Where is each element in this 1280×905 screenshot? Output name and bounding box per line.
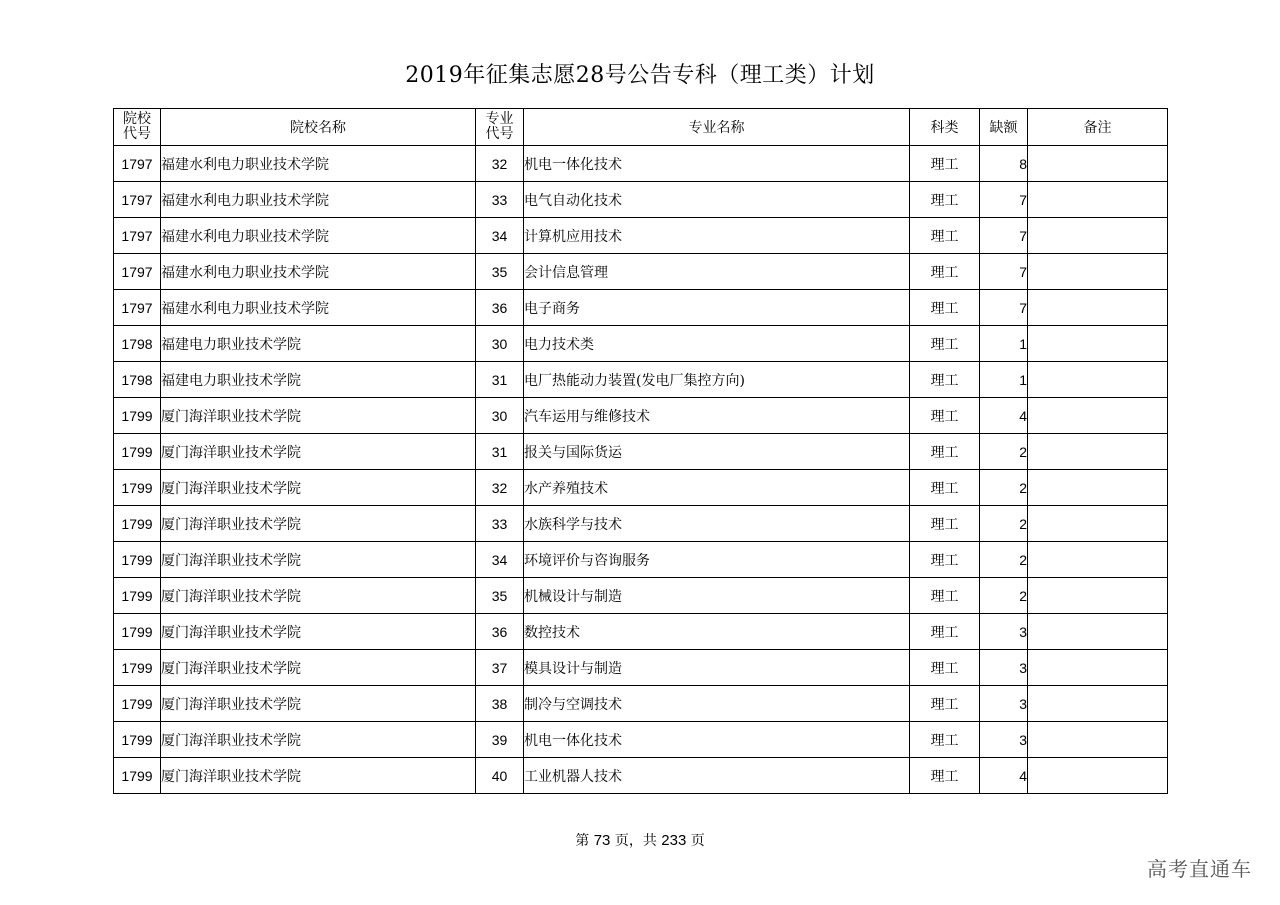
table-row [114, 434, 1168, 470]
cell-vacancies: 2 [980, 506, 1028, 542]
cell-category: 理工 [910, 326, 980, 362]
cell-school-code: 1799 [114, 398, 161, 434]
cell-school-name: 福建水利电力职业技术学院 [161, 218, 476, 254]
cell-school-code: 1799 [114, 758, 161, 794]
document-title: 2019年征集志愿28号公告专科（理工类）计划 [405, 63, 875, 88]
cell-school-name: 厦门海洋职业技术学院 [161, 650, 476, 686]
cell-major-code: 31 [476, 434, 524, 470]
footer-total-pages: 233 [661, 832, 687, 849]
cell-school-name: 厦门海洋职业技术学院 [161, 758, 476, 794]
cell-category: 理工 [910, 362, 980, 398]
cell-category: 理工 [910, 434, 980, 470]
cell-major-code: 38 [476, 686, 524, 722]
cell-remarks [1028, 326, 1168, 362]
cell-school-code: 1799 [114, 614, 161, 650]
cell-school-name: 厦门海洋职业技术学院 [161, 578, 476, 614]
cell-major-code: 34 [476, 218, 524, 254]
cell-category: 理工 [910, 254, 980, 290]
cell-vacancies: 3 [980, 686, 1028, 722]
header-school-code-line1: 院校 [123, 111, 151, 127]
cell-remarks [1028, 722, 1168, 758]
footer-prefix: 第 [575, 833, 594, 849]
cell-category: 理工 [910, 722, 980, 758]
cell-major-code: 36 [476, 614, 524, 650]
cell-remarks [1028, 758, 1168, 794]
cell-major-name: 计算机应用技术 [524, 218, 910, 254]
cell-remarks [1028, 542, 1168, 578]
cell-remarks [1028, 578, 1168, 614]
cell-category: 理工 [910, 614, 980, 650]
cell-major-name: 电气自动化技术 [524, 182, 910, 218]
cell-category: 理工 [910, 398, 980, 434]
table-row [114, 578, 1168, 614]
footer-page-number: 73 [593, 832, 611, 849]
cell-category: 理工 [910, 650, 980, 686]
table-row [114, 758, 1168, 794]
cell-major-code: 30 [476, 398, 524, 434]
cell-remarks [1028, 650, 1168, 686]
cell-major-code: 34 [476, 542, 524, 578]
cell-remarks [1028, 290, 1168, 326]
cell-school-code: 1797 [114, 218, 161, 254]
cell-major-code: 32 [476, 470, 524, 506]
cell-major-name: 数控技术 [524, 614, 910, 650]
cell-school-code: 1799 [114, 506, 161, 542]
table-row [114, 254, 1168, 290]
cell-school-code: 1797 [114, 290, 161, 326]
cell-vacancies: 2 [980, 542, 1028, 578]
header-category: 科类 [910, 109, 980, 146]
cell-vacancies: 7 [980, 254, 1028, 290]
cell-school-name: 福建电力职业技术学院 [161, 362, 476, 398]
cell-vacancies: 7 [980, 290, 1028, 326]
cell-school-code: 1799 [114, 470, 161, 506]
cell-school-name: 厦门海洋职业技术学院 [161, 686, 476, 722]
table-row [114, 146, 1168, 182]
cell-major-code: 40 [476, 758, 524, 794]
cell-school-name: 福建水利电力职业技术学院 [161, 146, 476, 182]
cell-category: 理工 [910, 218, 980, 254]
cell-remarks [1028, 254, 1168, 290]
table-row [114, 470, 1168, 506]
cell-major-name: 环境评价与咨询服务 [524, 542, 910, 578]
cell-remarks [1028, 182, 1168, 218]
cell-vacancies: 1 [980, 362, 1028, 398]
cell-school-name: 福建水利电力职业技术学院 [161, 290, 476, 326]
cell-major-code: 35 [476, 578, 524, 614]
cell-major-code: 32 [476, 146, 524, 182]
cell-school-name: 厦门海洋职业技术学院 [161, 470, 476, 506]
cell-major-name: 电厂热能动力装置(发电厂集控方向) [524, 362, 910, 398]
header-major-code-line2: 代号 [485, 126, 514, 142]
cell-remarks [1028, 146, 1168, 182]
cell-vacancies: 3 [980, 722, 1028, 758]
table-row [114, 182, 1168, 218]
cell-school-code: 1799 [114, 686, 161, 722]
cell-school-name: 厦门海洋职业技术学院 [161, 614, 476, 650]
plan-table [113, 108, 1168, 794]
footer-middle: 页，共 [610, 833, 662, 849]
header-vacancies: 缺额 [980, 109, 1028, 146]
cell-major-name: 机电一体化技术 [524, 722, 910, 758]
cell-vacancies: 1 [980, 326, 1028, 362]
table-row [114, 362, 1168, 398]
table-row [114, 542, 1168, 578]
cell-category: 理工 [910, 146, 980, 182]
cell-category: 理工 [910, 290, 980, 326]
cell-vacancies: 3 [980, 650, 1028, 686]
cell-school-name: 厦门海洋职业技术学院 [161, 722, 476, 758]
cell-major-code: 33 [476, 182, 524, 218]
cell-category: 理工 [910, 578, 980, 614]
cell-remarks [1028, 362, 1168, 398]
cell-vacancies: 8 [980, 146, 1028, 182]
cell-major-name: 机械设计与制造 [524, 578, 910, 614]
cell-major-name: 电子商务 [524, 290, 910, 326]
table-row [114, 398, 1168, 434]
cell-vacancies: 2 [980, 578, 1028, 614]
header-major-code [476, 109, 524, 146]
cell-major-code: 37 [476, 650, 524, 686]
cell-school-code: 1798 [114, 362, 161, 398]
cell-vacancies: 3 [980, 614, 1028, 650]
cell-vacancies: 2 [980, 434, 1028, 470]
header-school-code [114, 109, 161, 146]
table-row [114, 290, 1168, 326]
cell-major-code: 36 [476, 290, 524, 326]
cell-remarks [1028, 398, 1168, 434]
cell-remarks [1028, 218, 1168, 254]
table-row [114, 614, 1168, 650]
cell-major-code: 35 [476, 254, 524, 290]
cell-major-code: 39 [476, 722, 524, 758]
cell-school-name: 厦门海洋职业技术学院 [161, 542, 476, 578]
cell-major-name: 电力技术类 [524, 326, 910, 362]
cell-category: 理工 [910, 506, 980, 542]
cell-category: 理工 [910, 542, 980, 578]
cell-remarks [1028, 434, 1168, 470]
cell-school-code: 1797 [114, 254, 161, 290]
table-row [114, 506, 1168, 542]
cell-vacancies: 2 [980, 470, 1028, 506]
header-school-name: 院校名称 [161, 109, 476, 146]
cell-school-code: 1799 [114, 650, 161, 686]
cell-school-name: 福建水利电力职业技术学院 [161, 182, 476, 218]
table-row [114, 686, 1168, 722]
cell-major-code: 33 [476, 506, 524, 542]
header-remarks: 备注 [1028, 109, 1168, 146]
cell-school-code: 1797 [114, 146, 161, 182]
cell-major-code: 30 [476, 326, 524, 362]
footer-suffix: 页 [686, 833, 705, 849]
cell-remarks [1028, 470, 1168, 506]
cell-school-code: 1799 [114, 542, 161, 578]
cell-remarks [1028, 614, 1168, 650]
table-row [114, 650, 1168, 686]
cell-school-name: 厦门海洋职业技术学院 [161, 506, 476, 542]
cell-major-name: 水族科学与技术 [524, 506, 910, 542]
cell-school-name: 厦门海洋职业技术学院 [161, 398, 476, 434]
cell-school-name: 福建电力职业技术学院 [161, 326, 476, 362]
cell-category: 理工 [910, 686, 980, 722]
page-footer [0, 830, 1280, 850]
table-row [114, 218, 1168, 254]
header-school-code-line2: 代号 [123, 126, 151, 142]
table-row [114, 722, 1168, 758]
cell-school-code: 1799 [114, 434, 161, 470]
cell-school-code: 1798 [114, 326, 161, 362]
table-header-row [114, 109, 1168, 146]
table-row [114, 326, 1168, 362]
cell-major-name: 水产养殖技术 [524, 470, 910, 506]
cell-remarks [1028, 506, 1168, 542]
header-major-name: 专业名称 [524, 109, 910, 146]
cell-school-code: 1797 [114, 182, 161, 218]
cell-major-name: 报关与国际货运 [524, 434, 910, 470]
cell-category: 理工 [910, 758, 980, 794]
table-body [114, 146, 1168, 794]
cell-major-code: 31 [476, 362, 524, 398]
cell-major-name: 工业机器人技术 [524, 758, 910, 794]
cell-remarks [1028, 686, 1168, 722]
cell-category: 理工 [910, 182, 980, 218]
cell-category: 理工 [910, 470, 980, 506]
cell-major-name: 会计信息管理 [524, 254, 910, 290]
cell-major-name: 机电一体化技术 [524, 146, 910, 182]
cell-school-code: 1799 [114, 578, 161, 614]
cell-school-code: 1799 [114, 722, 161, 758]
header-major-code-line1: 专业 [485, 111, 514, 127]
cell-vacancies: 4 [980, 758, 1028, 794]
cell-vacancies: 7 [980, 218, 1028, 254]
watermark: 高考直通车 [1147, 857, 1252, 881]
cell-major-name: 制冷与空调技术 [524, 686, 910, 722]
cell-vacancies: 7 [980, 182, 1028, 218]
cell-school-name: 厦门海洋职业技术学院 [161, 434, 476, 470]
cell-major-name: 模具设计与制造 [524, 650, 910, 686]
cell-school-name: 福建水利电力职业技术学院 [161, 254, 476, 290]
cell-major-name: 汽车运用与维修技术 [524, 398, 910, 434]
cell-vacancies: 4 [980, 398, 1028, 434]
